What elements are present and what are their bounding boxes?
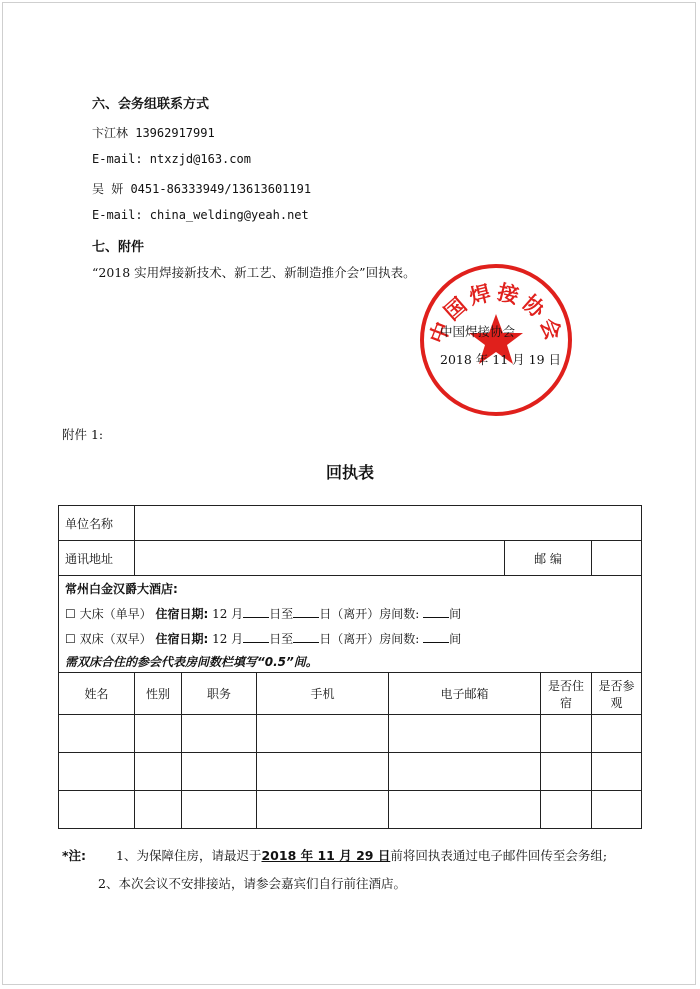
deadline-date: 2018 年 11 月 29 日 <box>261 848 391 863</box>
attachment-reference: “2018 实用焊接新技术、新工艺、新制造推介会”回执表。 <box>92 265 416 280</box>
twin-bed-label: 双床（双早） <box>79 631 152 646</box>
name-cell[interactable] <box>59 753 135 791</box>
checkbox-king[interactable]: ☐ <box>65 606 76 621</box>
twin-share-note: 需双床合住的参会代表房间数栏填写“0.5”间。 <box>59 651 642 673</box>
mobile-cell[interactable] <box>257 715 389 753</box>
month-label: 12 月 <box>212 606 244 621</box>
room-count-blank[interactable] <box>423 606 449 618</box>
table-row <box>59 753 642 791</box>
section7-heading: 七、附件 <box>92 240 145 255</box>
hotel-name: 常州白金汉爵大酒店: <box>59 576 642 601</box>
col-mobile: 手机 <box>257 673 389 715</box>
day-to-label: 日至 <box>269 631 294 646</box>
col-lodging: 是否住宿 <box>541 673 592 715</box>
table-row <box>59 791 642 829</box>
lodging-cell[interactable] <box>541 791 592 829</box>
stay-date-label: 住宿日期: <box>155 631 209 646</box>
col-gender: 性别 <box>135 673 182 715</box>
mobile-cell[interactable] <box>257 753 389 791</box>
contact2-email: E-mail: china_welding@yeah.net <box>92 208 309 222</box>
visit-cell[interactable] <box>592 753 642 791</box>
month-label: 12 月 <box>212 631 244 646</box>
signature-org: 中国焊接协会 <box>440 324 516 339</box>
note1 <box>62 846 607 864</box>
lodging-cell[interactable] <box>541 753 592 791</box>
name-cell[interactable] <box>59 715 135 753</box>
unit-name-label: 单位名称 <box>59 506 135 541</box>
notes-label: *注: <box>62 848 87 863</box>
page-border <box>2 2 696 985</box>
visit-cell[interactable] <box>592 791 642 829</box>
table-row <box>59 715 642 753</box>
checkbox-twin[interactable]: ☐ <box>65 631 76 646</box>
position-cell[interactable] <box>182 715 257 753</box>
gender-cell[interactable] <box>135 791 182 829</box>
lodging-cell[interactable] <box>541 715 592 753</box>
col-name: 姓名 <box>59 673 135 715</box>
stay-date-label: 住宿日期: <box>155 606 209 621</box>
arrival-day-blank[interactable] <box>243 631 269 643</box>
name-cell[interactable] <box>59 791 135 829</box>
room-unit: 间 <box>449 631 462 646</box>
postcode-field[interactable] <box>592 541 642 576</box>
day-to-label: 日至 <box>269 606 294 621</box>
col-position: 职务 <box>182 673 257 715</box>
position-cell[interactable] <box>182 791 257 829</box>
address-label: 通讯地址 <box>59 541 135 576</box>
king-bed-label: 大床（单早） <box>79 606 152 621</box>
mobile-cell[interactable] <box>257 791 389 829</box>
seal-text: 中国焊接协会 <box>425 280 567 347</box>
room-option-twin <box>59 626 642 651</box>
col-email: 电子邮箱 <box>389 673 541 715</box>
postcode-label: 邮 编 <box>505 541 592 576</box>
leave-day-blank[interactable] <box>293 606 319 618</box>
email-cell[interactable] <box>389 715 541 753</box>
attachment-label: 附件 1: <box>62 427 104 442</box>
room-unit: 间 <box>449 606 462 621</box>
note1-pre: 1、为保障住房，请最迟于 <box>116 848 262 863</box>
leave-label: 日（离开）房间数: <box>319 631 420 646</box>
official-seal-icon <box>418 262 574 418</box>
unit-name-field[interactable] <box>135 506 642 541</box>
contact1-name-phone: 卞江林 13962917991 <box>92 126 215 140</box>
contact2-name-phone: 吴 妍 0451-86333949/13613601191 <box>92 182 312 196</box>
room-option-king <box>59 601 642 626</box>
leave-day-blank[interactable] <box>293 631 319 643</box>
table-header-row <box>59 673 642 715</box>
section6-heading: 六、会务组联系方式 <box>92 97 210 112</box>
note1-post: 前将回执表通过电子邮件回传至会务组; <box>390 848 608 863</box>
receipt-form-table <box>58 505 642 829</box>
leave-label: 日（离开）房间数: <box>319 606 420 621</box>
arrival-day-blank[interactable] <box>243 606 269 618</box>
form-title: 回执表 <box>325 463 374 482</box>
contact1-email: E-mail: ntxzjd@163.com <box>92 152 251 166</box>
visit-cell[interactable] <box>592 715 642 753</box>
address-field[interactable] <box>135 541 505 576</box>
signature-date: 2018 年 11 月 19 日 <box>440 352 561 367</box>
col-visit: 是否参观 <box>592 673 642 715</box>
email-cell[interactable] <box>389 791 541 829</box>
position-cell[interactable] <box>182 753 257 791</box>
room-count-blank[interactable] <box>423 631 449 643</box>
note2: 2、本次会议不安排接站，请参会嘉宾们自行前往酒店。 <box>98 876 406 891</box>
email-cell[interactable] <box>389 753 541 791</box>
gender-cell[interactable] <box>135 753 182 791</box>
gender-cell[interactable] <box>135 715 182 753</box>
